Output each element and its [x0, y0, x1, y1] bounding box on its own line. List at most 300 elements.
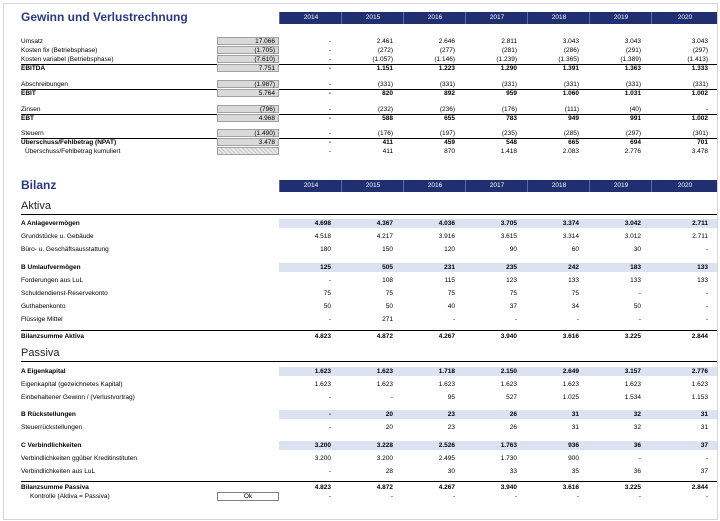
value-cell: 2.646	[438, 38, 455, 45]
guv-row	[4, 138, 717, 147]
value-cell: 125	[320, 264, 331, 271]
value-cell: 3.478	[691, 148, 708, 155]
row-label: A Eigenkapital	[21, 368, 66, 375]
value-cell: 411	[382, 148, 393, 155]
value-cell: 2.526	[438, 442, 455, 449]
value-cell: 1.623	[500, 381, 517, 388]
value-cell: 31	[571, 424, 579, 431]
row-label: EBIT	[21, 90, 36, 97]
value-cell: 4.036	[438, 220, 455, 227]
value-cell: -	[705, 246, 708, 253]
value-cell: 75	[323, 290, 331, 297]
guv-row	[4, 89, 717, 98]
year-header-2016: 2016	[403, 180, 466, 192]
value-cell: 3.916	[438, 233, 455, 240]
passiva-row	[4, 467, 717, 476]
guv-year-header	[279, 12, 717, 24]
year-header-2018: 2018	[527, 12, 590, 24]
kontrolle-value: -	[638, 493, 641, 500]
value-cell: 32	[633, 411, 641, 418]
value-cell: 3.616	[562, 484, 579, 491]
guv-title: Gewinn und Verlustrechnung	[21, 10, 188, 24]
year-header-2017: 2017	[465, 12, 528, 24]
value-cell: (286)	[563, 47, 579, 54]
value-cell: -	[328, 277, 331, 284]
value-cell: 4.872	[376, 333, 393, 340]
value-cell: 50	[385, 303, 393, 310]
value-cell: (331)	[501, 81, 517, 88]
kontrolle-value: -	[452, 493, 455, 500]
value-cell: 2.711	[692, 220, 708, 227]
row-label: Flüssige Mittel	[21, 316, 63, 323]
value-cell: 548	[506, 139, 517, 146]
value-cell: 33	[509, 468, 517, 475]
value-cell: 3.228	[376, 442, 393, 449]
value-cell: (331)	[625, 81, 641, 88]
value-cell: 1.418	[500, 148, 517, 155]
aktiva-row	[4, 219, 717, 228]
value-cell: (331)	[377, 81, 393, 88]
value-cell: (277)	[439, 47, 455, 54]
kontrolle-label: Kontrolle (Aktiva = Passiva)	[30, 493, 110, 500]
row-label: Bilanzsumme Aktiva	[21, 333, 84, 340]
value-cell: -	[328, 130, 331, 137]
value-cell: 3.157	[624, 368, 641, 375]
value-cell: (111)	[564, 106, 579, 113]
value-cell: 2.649	[562, 368, 579, 375]
input-cell[interactable]: 3.478	[217, 138, 279, 146]
value-cell: 4.217	[376, 233, 393, 240]
guv-row	[4, 55, 717, 64]
value-cell: 31	[700, 424, 708, 431]
guv-row	[4, 46, 717, 55]
value-cell: 150	[382, 246, 393, 253]
total-rule	[21, 481, 717, 482]
aktiva-row	[4, 245, 717, 254]
value-cell: 37	[700, 442, 708, 449]
value-cell: 4.872	[376, 484, 393, 491]
bilanz-title: Bilanz	[21, 178, 57, 192]
value-cell: 32	[633, 424, 641, 431]
value-cell: 1.025	[562, 394, 579, 401]
total-rule	[21, 330, 717, 331]
value-cell: 694	[630, 139, 641, 146]
value-cell: 783	[506, 115, 517, 122]
value-cell: 3.012	[624, 233, 641, 240]
kontrolle-value: -	[514, 493, 517, 500]
value-cell: 588	[382, 115, 393, 122]
year-header-2019: 2019	[589, 12, 652, 24]
value-cell: 123	[506, 277, 517, 284]
kontrolle-value: -	[390, 493, 393, 500]
kontrolle-status-cell[interactable]: Ok	[217, 492, 279, 501]
guv-row	[4, 64, 717, 73]
value-cell: -	[638, 316, 641, 323]
input-cell[interactable]: 7.751	[217, 64, 279, 72]
value-cell: 3.043	[562, 38, 579, 45]
row-label: Abschreibungen	[21, 81, 68, 88]
row-label: Überschuss/Fehlbetrag (NPAT)	[21, 139, 117, 146]
value-cell: 1.151	[376, 65, 393, 72]
aktiva-row	[4, 276, 717, 285]
value-cell: 133	[697, 264, 708, 271]
value-cell: 505	[382, 264, 393, 271]
row-label: Verbindlichkeiten aus LuL	[21, 468, 96, 475]
value-cell: 3.225	[624, 484, 641, 491]
passiva-row	[4, 441, 717, 450]
value-cell: 20	[385, 424, 393, 431]
value-cell: 459	[444, 139, 455, 146]
value-cell: -	[705, 303, 708, 310]
row-label: B Rückstellungen	[21, 411, 76, 418]
kontrolle-value: -	[576, 493, 579, 500]
value-cell: 4.518	[314, 233, 331, 240]
value-cell: 3.200	[314, 455, 331, 462]
year-header-2014: 2014	[279, 12, 342, 24]
guv-row	[4, 37, 717, 46]
value-cell: 1.363	[624, 65, 641, 72]
value-cell: (236)	[439, 106, 455, 113]
value-cell: 1.623	[438, 381, 455, 388]
row-label: Grundstücke u. Gebäude	[21, 233, 94, 240]
value-cell: 31	[700, 411, 708, 418]
value-cell: 23	[447, 411, 455, 418]
value-cell: 1.623	[376, 381, 393, 388]
value-cell: -	[705, 106, 708, 113]
value-cell: (1.239)	[496, 56, 517, 63]
value-cell: 40	[447, 303, 455, 310]
passiva-row	[4, 380, 717, 389]
value-cell: 183	[630, 264, 641, 271]
value-cell: 991	[630, 115, 641, 122]
value-cell: 701	[697, 139, 708, 146]
value-cell: 271	[382, 316, 393, 323]
row-label: EBT	[21, 115, 34, 122]
value-cell: 231	[444, 264, 455, 271]
aktiva-row	[4, 315, 717, 324]
value-cell: 242	[568, 264, 579, 271]
value-cell: 900	[568, 455, 579, 462]
guv-row	[4, 80, 717, 89]
value-cell: (1.146)	[434, 56, 455, 63]
passiva-row	[4, 483, 717, 492]
value-cell: 3.615	[500, 233, 517, 240]
value-cell: 2.844	[691, 333, 708, 340]
year-header-2020: 2020	[651, 12, 718, 24]
value-cell: 75	[447, 290, 455, 297]
row-label: Forderungen aus LuL	[21, 277, 84, 284]
value-cell: 959	[506, 90, 517, 97]
row-label: Guthabenkonto	[21, 303, 66, 310]
row-label: Eigenkapital (gezeichnetes Kapital)	[21, 381, 123, 388]
value-cell: 3.314	[562, 233, 579, 240]
value-cell: (331)	[692, 81, 708, 88]
value-cell: (40)	[629, 106, 641, 113]
value-cell: -	[328, 316, 331, 323]
value-cell: 2.083	[562, 148, 579, 155]
value-cell: 120	[444, 246, 455, 253]
passiva-row	[4, 454, 717, 463]
row-label: Schuldendienst-Reservekonto	[21, 290, 108, 297]
aktiva-heading: Aktiva	[21, 200, 51, 212]
value-cell: 2.844	[691, 484, 708, 491]
value-cell: 4.267	[438, 484, 455, 491]
value-cell: 235	[506, 264, 517, 271]
value-cell: 527	[506, 394, 517, 401]
value-cell: (297)	[625, 130, 641, 137]
value-cell: 2.811	[501, 38, 517, 45]
value-cell: 949	[568, 115, 579, 122]
value-cell: 60	[571, 246, 579, 253]
input-cell[interactable]: 4.968	[217, 114, 279, 122]
value-cell: 115	[444, 277, 455, 284]
value-cell: 90	[509, 246, 517, 253]
passiva-row	[4, 423, 717, 432]
aktiva-row	[4, 289, 717, 298]
value-cell: -	[705, 455, 708, 462]
value-cell: (235)	[501, 130, 517, 137]
value-cell: (1.389)	[620, 56, 641, 63]
aktiva-heading-rule	[21, 214, 717, 215]
input-cell[interactable]: (796)	[217, 105, 279, 113]
value-cell: 655	[444, 115, 455, 122]
value-cell: -	[328, 81, 331, 88]
input-cell[interactable]: (1.490)	[217, 129, 279, 137]
value-cell: (1.413)	[687, 56, 708, 63]
value-cell: 133	[568, 277, 579, 284]
value-cell: 870	[444, 148, 455, 155]
value-cell: 30	[633, 246, 641, 253]
value-cell: 2.461	[376, 38, 393, 45]
value-cell: 3.705	[500, 220, 517, 227]
value-cell: 3.043	[691, 38, 708, 45]
kontrolle-row	[4, 492, 717, 501]
value-cell: 4.823	[314, 484, 331, 491]
value-cell: 2.495	[438, 455, 455, 462]
value-cell: 4.367	[376, 220, 393, 227]
row-label: Verbindlichkeiten ggüber Kreditinstituten	[21, 455, 137, 462]
value-cell: 1.002	[691, 115, 708, 122]
value-cell: 1.333	[691, 65, 708, 72]
row-label: Kosten variabel (Betriebsphase)	[21, 56, 114, 63]
value-cell: -	[514, 316, 517, 323]
value-cell: 2.150	[500, 368, 517, 375]
value-cell: 411	[382, 139, 393, 146]
spreadsheet-frame	[3, 3, 718, 520]
passiva-heading-rule	[21, 361, 717, 362]
value-cell: 75	[571, 290, 579, 297]
value-cell: 1.391	[562, 65, 579, 72]
input-cell[interactable]: (1.987)	[217, 80, 279, 88]
value-cell: 1.763	[500, 442, 517, 449]
value-cell: (176)	[501, 106, 517, 113]
guv-row	[4, 114, 717, 123]
value-cell: (1.365)	[558, 56, 579, 63]
row-label: Steuerrückstellungen	[21, 424, 83, 431]
value-cell: 108	[382, 277, 393, 284]
value-cell: 133	[697, 277, 708, 284]
value-cell: 3.616	[562, 333, 579, 340]
value-cell: 3.225	[624, 333, 641, 340]
value-cell: (331)	[563, 81, 579, 88]
value-cell: -	[328, 47, 331, 54]
value-cell: 4.823	[314, 333, 331, 340]
value-cell: 1.290	[500, 65, 517, 72]
value-cell: 892	[444, 90, 455, 97]
row-label: Einbehaltener Gewinn / (Verlustvortrag)	[21, 394, 135, 401]
year-header-2019: 2019	[589, 180, 652, 192]
year-header-2020: 2020	[651, 180, 718, 192]
row-label: Umsatz	[21, 38, 44, 45]
passiva-row	[4, 367, 717, 376]
year-header-2016: 2016	[403, 12, 466, 24]
value-cell: (301)	[692, 130, 708, 137]
value-cell: 37	[700, 468, 708, 475]
row-label: Steuern	[21, 130, 44, 137]
input-cell[interactable]	[217, 147, 279, 155]
value-cell: -	[328, 90, 331, 97]
value-cell: 20	[385, 411, 393, 418]
value-cell: 1.223	[438, 65, 455, 72]
guv-row	[4, 129, 717, 138]
input-cell[interactable]: 17.066	[217, 37, 279, 45]
value-cell: 1.623	[376, 368, 393, 375]
value-cell: 1.002	[691, 90, 708, 97]
value-cell: -	[328, 65, 331, 72]
row-label: Büro- u. Geschäftsausstattung	[21, 246, 109, 253]
passiva-row	[4, 410, 717, 419]
value-cell: -	[328, 56, 331, 63]
guv-row	[4, 105, 717, 114]
value-cell: 3.042	[624, 220, 641, 227]
value-cell: 28	[385, 468, 393, 475]
aktiva-row	[4, 302, 717, 311]
value-cell: 4.267	[438, 333, 455, 340]
year-header-2017: 2017	[465, 180, 528, 192]
value-cell: (232)	[377, 106, 393, 113]
aktiva-row	[4, 332, 717, 341]
row-label: C Verbindlichkeiten	[21, 442, 82, 449]
value-cell: 1.153	[691, 394, 708, 401]
value-cell: (272)	[377, 47, 393, 54]
value-cell: -	[705, 316, 708, 323]
value-cell: -	[328, 38, 331, 45]
value-cell: (197)	[439, 130, 455, 137]
value-cell: 3.043	[624, 38, 641, 45]
value-cell: 133	[630, 277, 641, 284]
value-cell: 4.698	[314, 220, 331, 227]
value-cell: -	[328, 394, 331, 401]
value-cell: 26	[509, 411, 517, 418]
bilanz-year-header	[279, 180, 717, 192]
value-cell: -	[452, 316, 455, 323]
value-cell: 3.200	[314, 442, 331, 449]
value-cell: -	[328, 424, 331, 431]
row-label: Zinsen	[21, 106, 41, 113]
value-cell: 31	[571, 411, 579, 418]
value-cell: -	[638, 290, 641, 297]
value-cell: -	[576, 316, 579, 323]
value-cell: 820	[382, 90, 393, 97]
value-cell: 36	[633, 468, 641, 475]
value-cell: -	[328, 106, 331, 113]
value-cell: 2.711	[692, 233, 708, 240]
input-cell[interactable]: (7.610)	[217, 55, 279, 63]
year-header-2015: 2015	[341, 180, 404, 192]
value-cell: -	[328, 468, 331, 475]
row-label: B Umlaufvermögen	[21, 264, 81, 271]
value-cell: 50	[633, 303, 641, 310]
value-cell: 75	[385, 290, 393, 297]
value-cell: 34	[571, 303, 579, 310]
value-cell: -	[328, 139, 331, 146]
value-cell: (281)	[501, 47, 517, 54]
value-cell: 3.940	[500, 333, 517, 340]
value-cell: 2.776	[624, 148, 641, 155]
value-cell: (1.057)	[372, 56, 393, 63]
value-cell: (297)	[692, 47, 708, 54]
passiva-heading: Passiva	[21, 347, 60, 359]
row-label: Bilanzsumme Passiva	[21, 484, 89, 491]
value-cell: -	[390, 394, 393, 401]
value-cell: 1.534	[624, 394, 641, 401]
row-label: A Anlagevermögen	[21, 220, 80, 227]
value-cell: 1.623	[562, 381, 579, 388]
value-cell: 665	[568, 139, 579, 146]
value-cell: 936	[568, 442, 579, 449]
value-cell: 1.623	[691, 381, 708, 388]
guv-row	[4, 147, 717, 156]
value-cell: 35	[571, 468, 579, 475]
value-cell: -	[705, 290, 708, 297]
value-cell: -	[638, 455, 641, 462]
aktiva-row	[4, 232, 717, 241]
value-cell: 37	[509, 303, 517, 310]
input-cell[interactable]: 5.764	[217, 89, 279, 97]
value-cell: 1.718	[438, 368, 455, 375]
value-cell: 1.623	[314, 368, 331, 375]
value-cell: -	[328, 115, 331, 122]
value-cell: 1.730	[500, 455, 517, 462]
value-cell: 30	[447, 468, 455, 475]
value-cell: 95	[447, 394, 455, 401]
value-cell: 2.776	[691, 368, 708, 375]
year-header-2015: 2015	[341, 12, 404, 24]
row-label: Überschuss/Fehlbetrag kumuliert	[25, 148, 121, 155]
value-cell: 180	[320, 246, 331, 253]
value-cell: 1.623	[314, 381, 331, 388]
value-cell: 23	[447, 424, 455, 431]
value-cell: (331)	[439, 81, 455, 88]
year-header-2014: 2014	[279, 180, 342, 192]
aktiva-row	[4, 263, 717, 272]
year-header-2018: 2018	[527, 180, 590, 192]
value-cell: 1.060	[562, 90, 579, 97]
value-cell: 50	[323, 303, 331, 310]
kontrolle-value: -	[328, 493, 331, 500]
value-cell: 36	[633, 442, 641, 449]
value-cell: (176)	[377, 130, 393, 137]
value-cell: -	[328, 148, 331, 155]
value-cell: 1.623	[624, 381, 641, 388]
input-cell[interactable]: (1.705)	[217, 46, 279, 54]
value-cell: 1.031	[624, 90, 641, 97]
row-label: EBITDA	[21, 65, 46, 72]
value-cell: (291)	[625, 47, 641, 54]
value-cell: -	[328, 411, 331, 418]
value-cell: 3.940	[500, 484, 517, 491]
value-cell: (285)	[563, 130, 579, 137]
